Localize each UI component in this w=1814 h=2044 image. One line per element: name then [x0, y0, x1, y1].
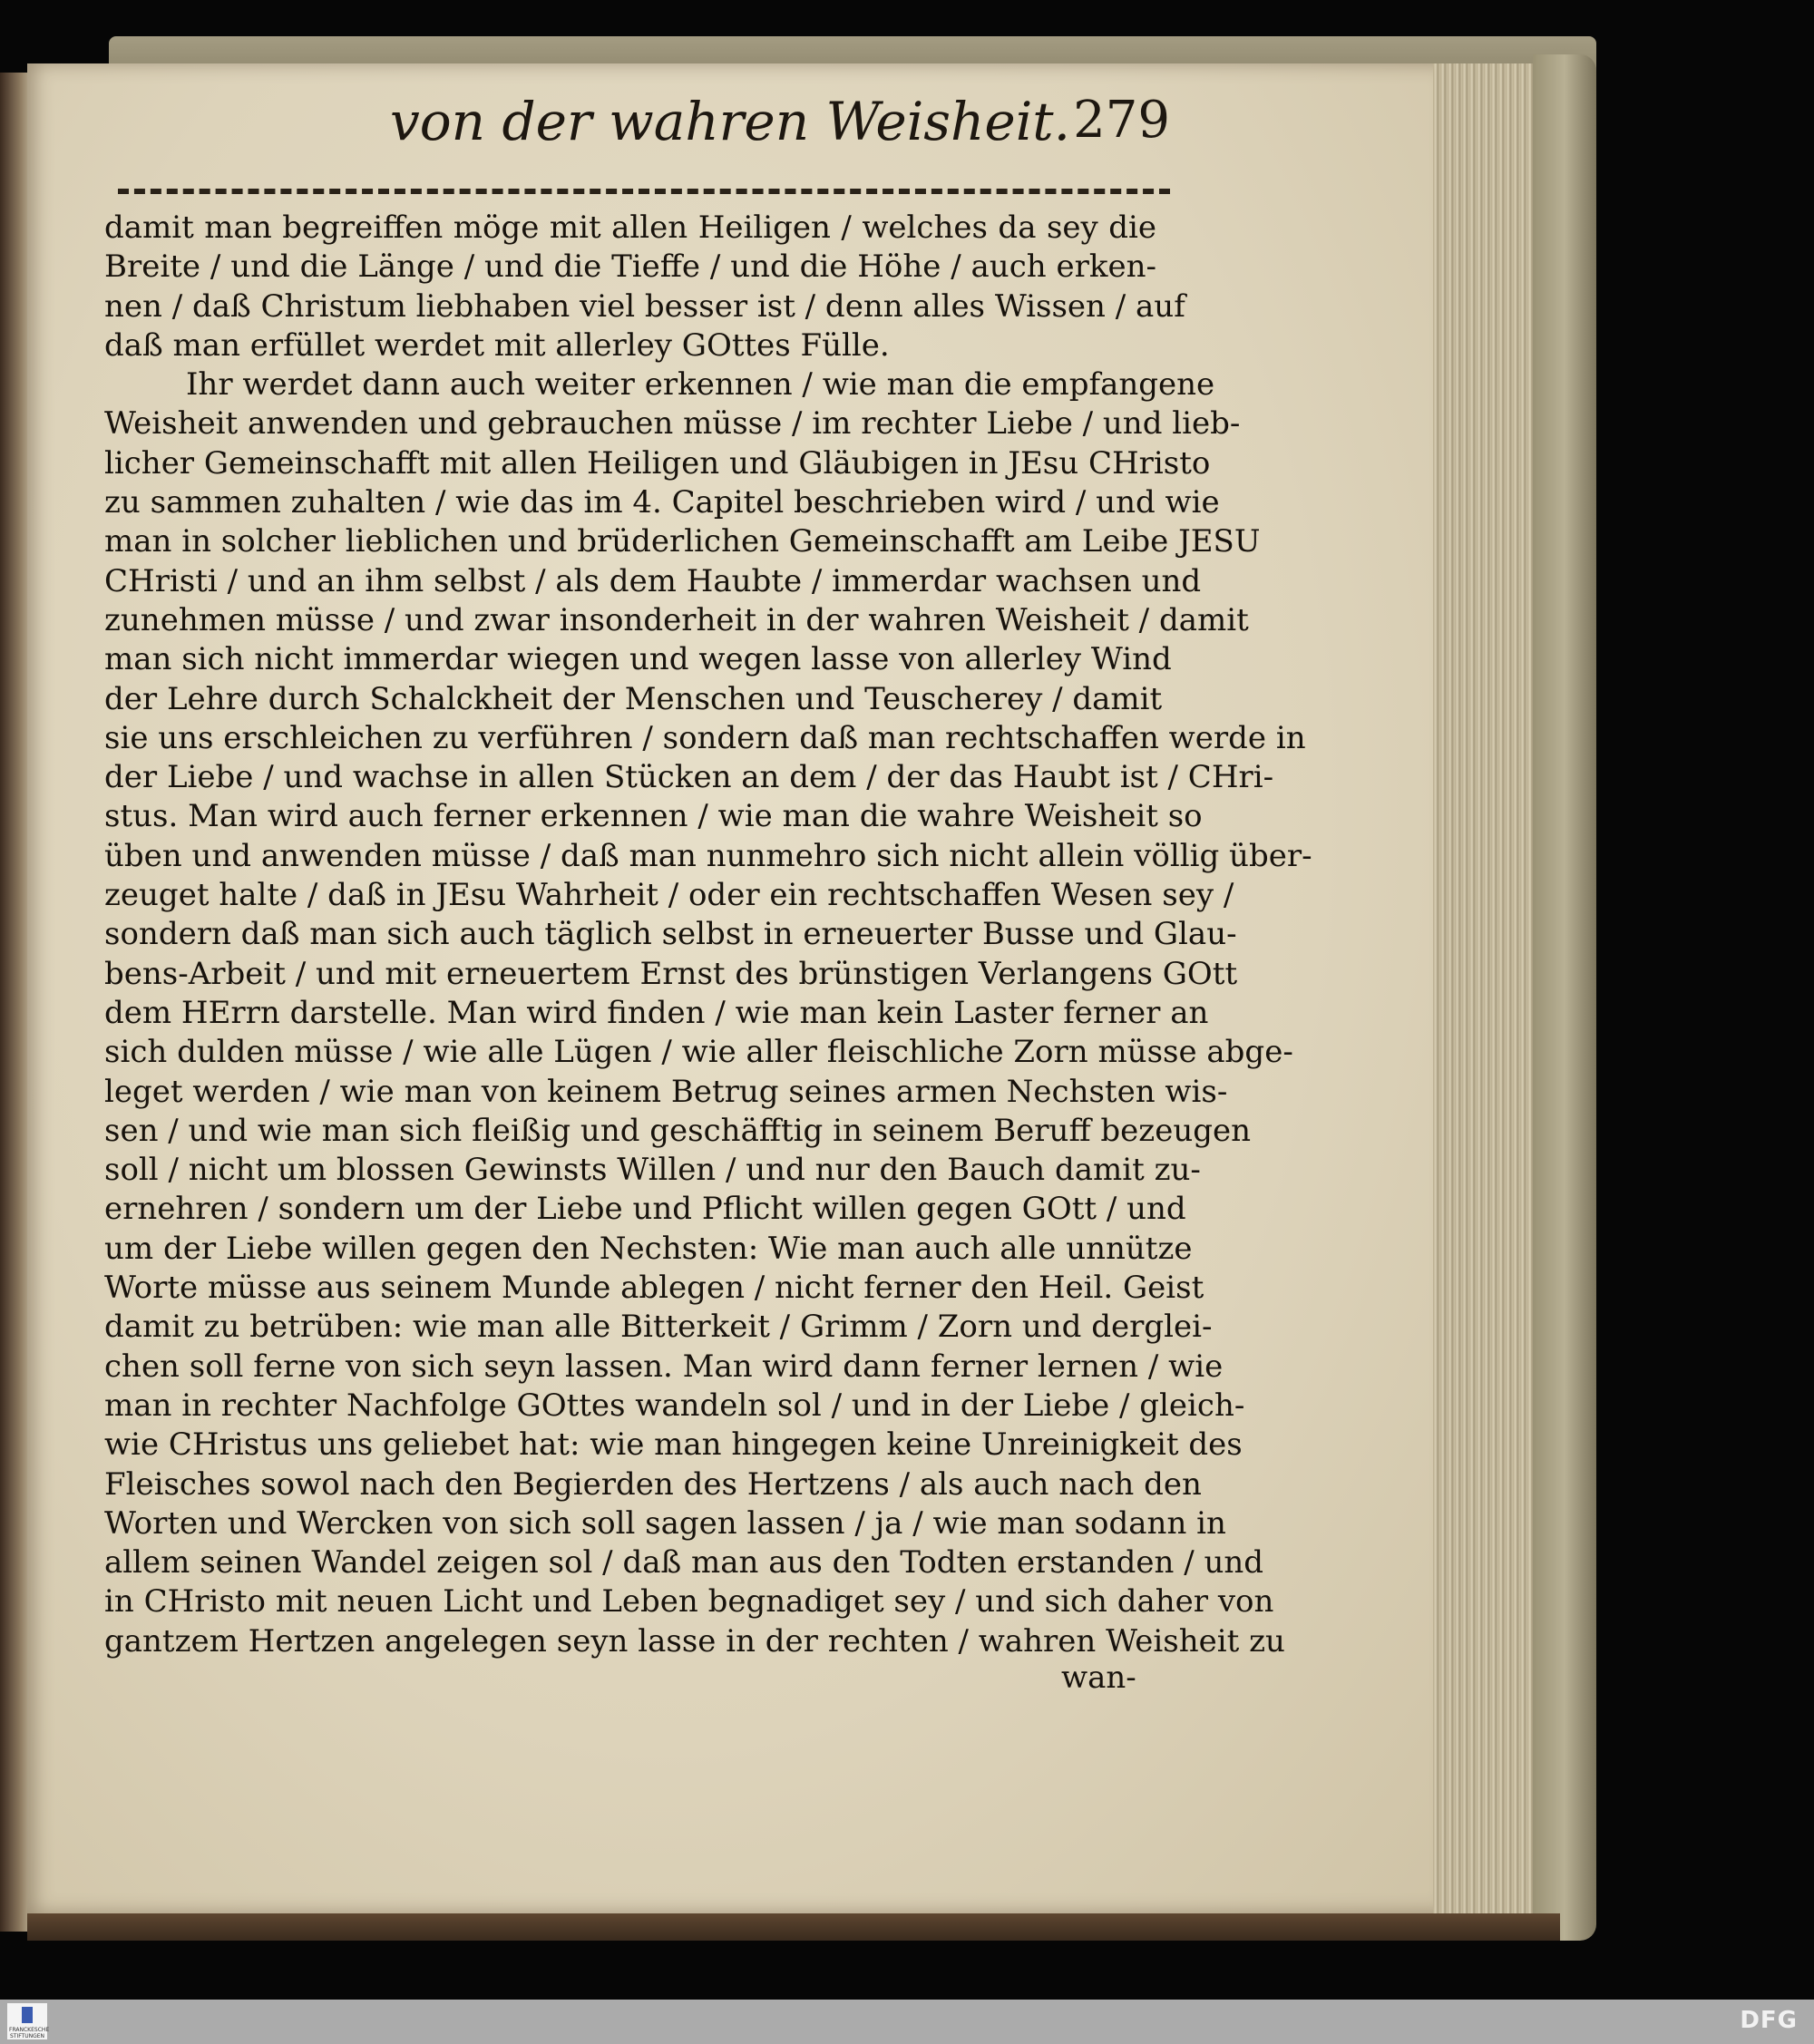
text-line: daß man erfüllet werdet mit allerley GOttes Fülle.: [104, 326, 890, 364]
running-head: [127, 82, 1170, 163]
book-cover-right: [1533, 54, 1596, 1941]
text-line: man in rechter Nachfolge GOttes wandeln sol / und in der Liebe / gleich-: [104, 1387, 1245, 1424]
text-line: bens-Arbeit / und mit erneuertem Ernst des brünstigen Verlangens GOtt: [104, 955, 1238, 992]
text-line: wie CHristus uns geliebet hat: wie man hingegen keine Unreinigkeit des: [104, 1426, 1243, 1464]
text-line: sich dulden müsse / wie alle Lügen / wie aller fleischliche Zorn müsse abge-: [104, 1034, 1293, 1071]
text-line: zu sammen zuhalten / wie das im 4. Capitel beschrieben wird / und wie: [104, 484, 1220, 521]
text-line: sen / und wie man sich fleißig und geschäfftig in seinem Beruff bezeugen: [104, 1112, 1252, 1149]
footer-bar: [0, 2000, 1814, 2044]
text-line: man in solcher lieblichen und brüderlichen Gemeinschafft am Leibe JESU: [104, 523, 1261, 560]
text-line: der Lehre durch Schalckheit der Menschen und Teuscherey / damit: [104, 680, 1163, 717]
text-line: nen / daß Christum liebhaben viel besser ist / denn alles Wissen / auf: [104, 287, 1185, 325]
text-line: soll / nicht um blossen Gewinsts Willen / und nur den Bauch damit zu-: [104, 1152, 1201, 1189]
text-line: sie uns erschleichen zu verführen / sondern daß man rechtschaffen werde in: [104, 719, 1306, 756]
text-line: damit zu betrüben: wie man alle Bitterkeit / Grimm / Zorn und derglei-: [104, 1309, 1213, 1346]
text-line: um der Liebe willen gegen den Nechsten: Wie man auch alle unnütze: [104, 1230, 1193, 1267]
text-line: man sich nicht immerdar wiegen und wegen lasse von allerley Wind: [104, 641, 1172, 678]
text-line: der Liebe / und wachse in allen Stücken an dem / der das Haubt ist / CHri-: [104, 759, 1274, 796]
text-line: dem HErrn darstelle. Man wird finden / wie man kein Laster ferner an: [104, 994, 1209, 1031]
text-line: chen soll ferne von sich seyn lassen. Man wird dann ferner lernen / wie: [104, 1348, 1224, 1385]
text-line: zunehmen müsse / und zwar insonderheit in der wahren Weisheit / damit: [104, 601, 1249, 638]
book-cover-bottom: [27, 1913, 1560, 1941]
text-line: Ihr werdet dann auch weiter erkennen / wie man die empfangene: [186, 366, 1215, 404]
running-title: von der wahren Weisheit.: [390, 91, 1071, 152]
catchword: wan-: [1061, 1660, 1136, 1696]
text-line: licher Gemeinschafft mit allen Heiligen und Gläubigen in JEsu CHristo: [104, 444, 1211, 482]
logo-text: FRANCKESCHE STIFTUNGEN: [9, 2027, 50, 2039]
text-line: üben und anwenden müsse / daß man nunmehro sich nicht allein völlig über-: [104, 837, 1312, 874]
text-line: stus. Man wird auch ferner erkennen / wie man die wahre Weisheit so: [104, 798, 1203, 835]
text-line: Worte müsse aus seinem Munde ablegen / nicht ferner den Heil. Geist: [104, 1270, 1204, 1307]
dfg-label: DFG: [1740, 2007, 1798, 2034]
text-line: in CHristo mit neuen Licht und Leben begnadiget sey / und sich daher von: [104, 1583, 1274, 1621]
text-line: CHristi / und an ihm selbst / als dem Haubte / immerdar wachsen und: [104, 562, 1202, 599]
text-line: ernehren / sondern um der Liebe und Pflicht willen gegen GOtt / und: [104, 1191, 1186, 1228]
institution-logo: [7, 2003, 50, 2039]
text-line: zeuget halte / daß in JEsu Wahrheit / oder ein rechtschaffen Wesen sey /: [104, 877, 1234, 914]
text-line: leget werden / wie man von keinem Betrug seines armen Nechsten wis-: [104, 1073, 1228, 1110]
text-line: gantzem Hertzen angelegen seyn lasse in der rechten / wahren Weisheit zu: [104, 1622, 1285, 1660]
page-number: 279: [1073, 91, 1170, 150]
text-line: Weisheit anwenden und gebrauchen müsse / im rechter Liebe / und lieb-: [104, 405, 1241, 443]
text-line: sondern daß man sich auch täglich selbst in erneuerter Busse und Glau-: [104, 916, 1237, 953]
text-line: Fleisches sowol nach den Begierden des Hertzens / als auch nach den: [104, 1465, 1202, 1503]
text-line: allem seinen Wandel zeigen sol / daß man aus den Todten erstanden / und: [104, 1544, 1264, 1582]
text-line: damit man begreiffen möge mit allen Heiligen / welches da sey die: [104, 209, 1156, 246]
logo-mark-icon: [22, 2007, 33, 2023]
page-edges: [1433, 63, 1538, 1932]
text-line: Breite / und die Länge / und die Tieffe / und die Höhe / auch erken-: [104, 248, 1156, 286]
text-line: Worten und Wercken von sich soll sagen lassen / ja / wie man sodann in: [104, 1504, 1226, 1542]
header-rule: [118, 189, 1170, 194]
text-block: [104, 209, 1312, 1661]
